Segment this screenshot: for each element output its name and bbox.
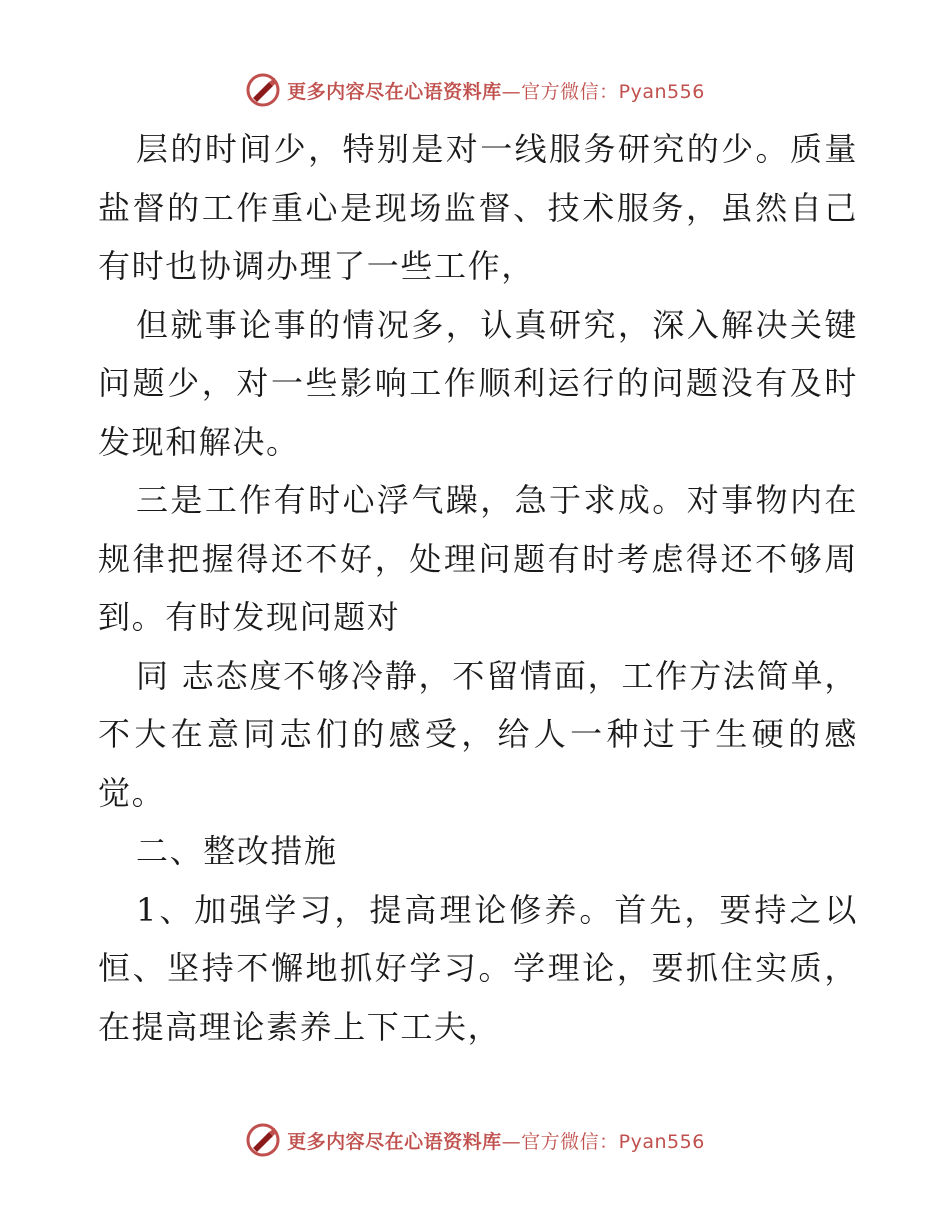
- pen-nib-logo-icon: [245, 72, 281, 108]
- paragraph-3: 三是工作有时心浮气躁，急于求成。对事物内在规律把握得还不好，处理问题有时考虑得还不够周到。有时发现问题对: [98, 481, 858, 636]
- watermark-main-text: 更多内容尽在心语资料库: [287, 80, 502, 103]
- watermark-wechat-text: 官方微信：Pyan556: [521, 80, 705, 103]
- watermark-wechat-text: 官方微信：Pyan556: [521, 1130, 705, 1153]
- paragraph-4: 同 志态度不够冷静，不留情面，工作方法简单，不大在意同志们的感受，给人一种过于生硬的感觉。: [98, 656, 858, 812]
- watermark-main-text: 更多内容尽在心语资料库: [287, 1130, 502, 1153]
- paragraph-2: 但就事论事的情况多，认真研究，深入解决关键问题少，对一些影响工作顺利运行的问题没有及时发现和解决。: [98, 305, 858, 461]
- header-watermark: [0, 70, 950, 110]
- document-body: [98, 120, 858, 1056]
- paragraph-5: 1、加强学习，提高理论修养。首先，要持之以恒、坚持不懈地抓好学习。学理论，要抓住实质，在提高理论素养上下工夫，: [98, 890, 858, 1046]
- watermark-separator: —: [501, 1130, 522, 1153]
- footer-watermark: [0, 1120, 950, 1160]
- section-heading-rectification: 二、整改措施: [136, 832, 338, 870]
- watermark-separator: —: [501, 80, 522, 103]
- pen-nib-logo-icon: [245, 1122, 281, 1158]
- paragraph-1: 层的时间少，特别是对一线服务研究的少。质量盐督的工作重心是现场监督、技术服务，虽然自己有时也协调办理了一些工作，: [98, 130, 858, 285]
